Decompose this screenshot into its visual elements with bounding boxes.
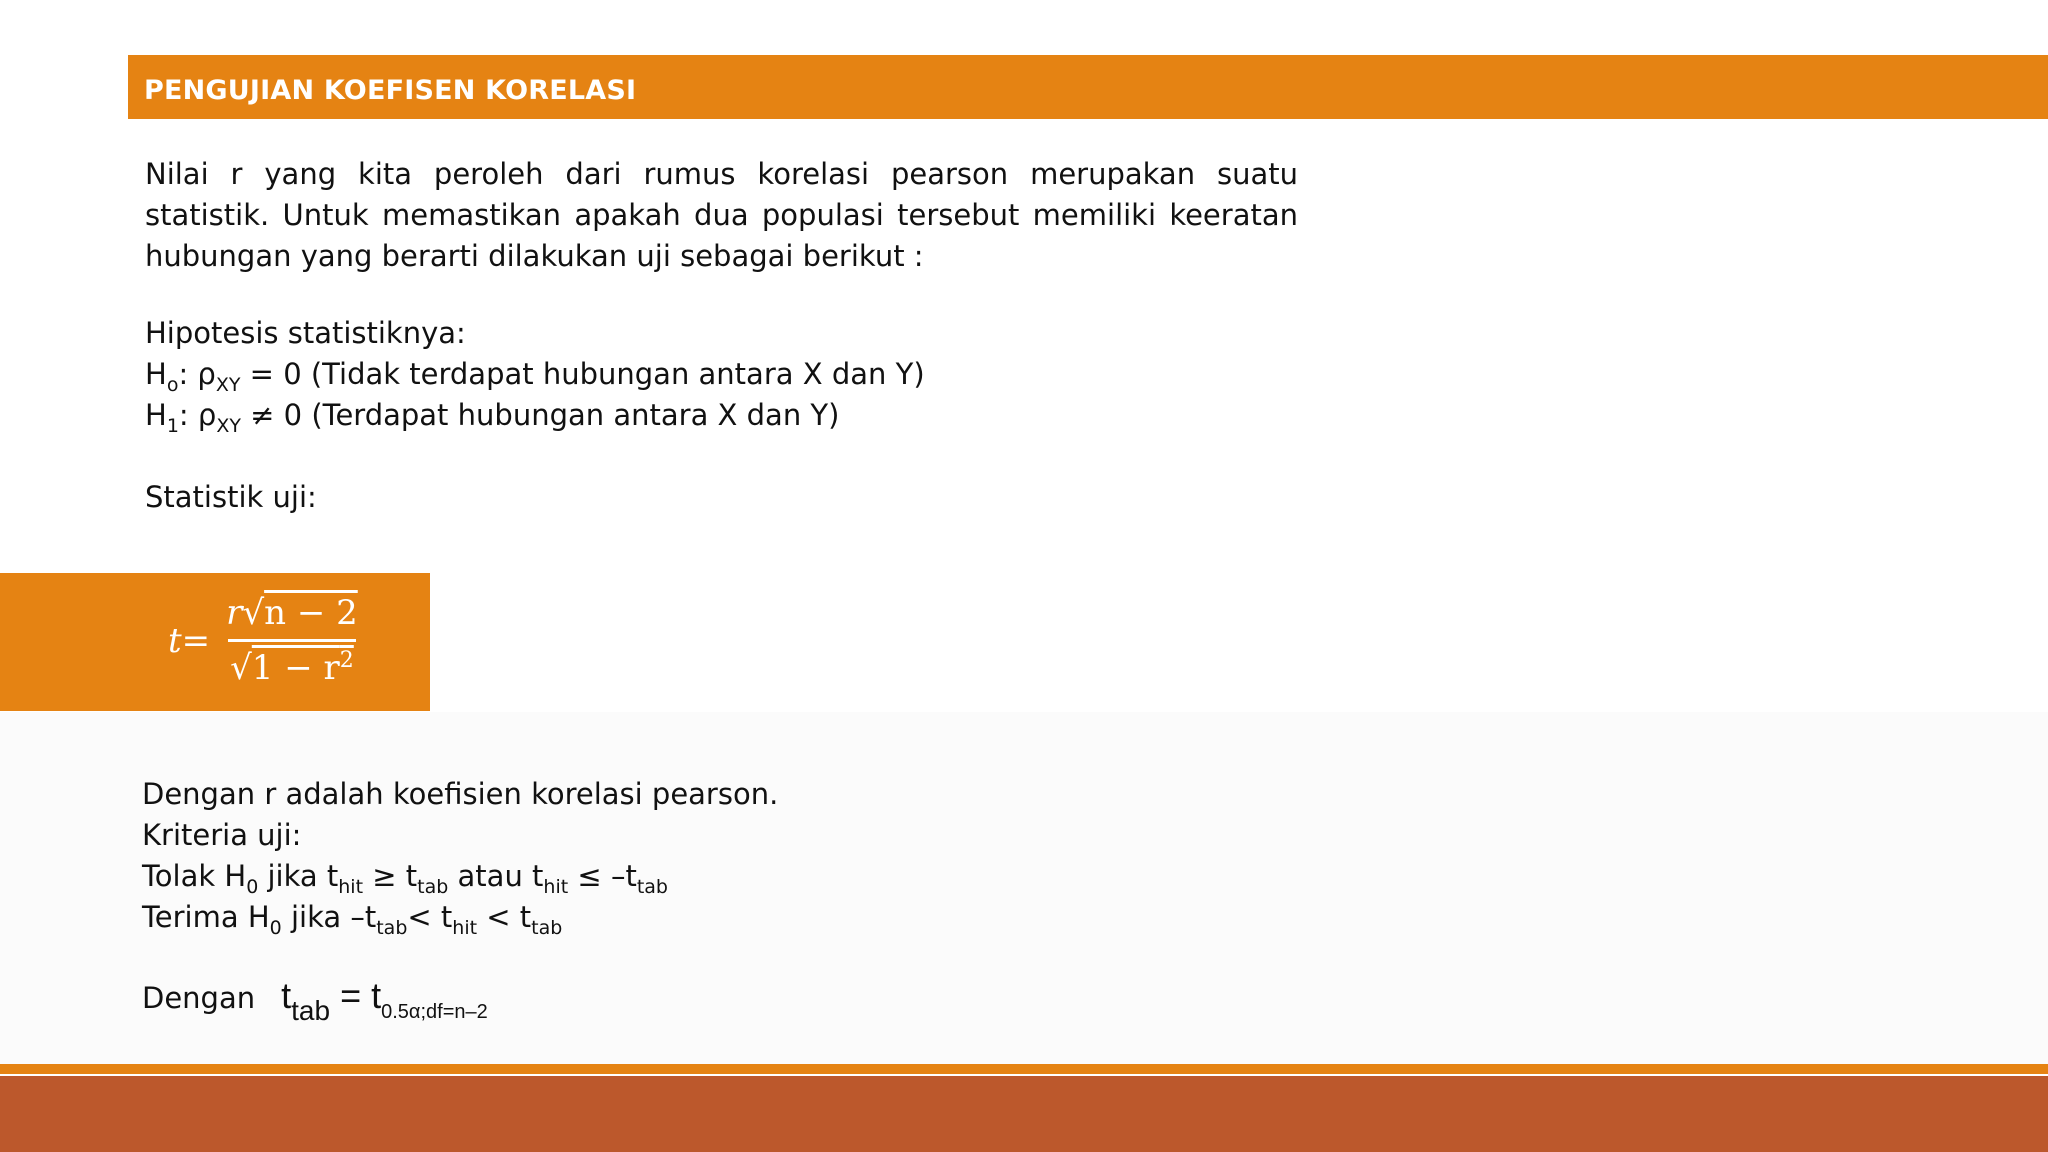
- hypothesis-h1: $H_1$: $\rho_{XY} \ne 0$ (Terdapat hubungan antara X dan Y): [145, 398, 840, 437]
- criteria-reject: Tolak $H_0$ jika $t_{hit} \ge t_{tab}$ atau $t_{hit} \le -t_{tab}$: [142, 859, 668, 898]
- criteria-label: Kriteria uji:: [142, 818, 302, 852]
- formula-box: [0, 573, 430, 711]
- formula-numerator: r√n − 2: [226, 593, 358, 633]
- ttab-equation: Dengan $t_{tab} = t_{0.5\alpha;df=n-2}$: [142, 975, 488, 1026]
- r-note: Dengan r adalah koefisien korelasi pearson.: [142, 777, 779, 811]
- criteria-accept: Terima $H_0$ jika $-t_{tab}< t_{hit} < t_{tab}$: [142, 900, 563, 939]
- footer-band: [0, 1074, 2048, 1152]
- formula-denominator: $√1 - r^2$: [228, 639, 356, 688]
- hypothesis-heading: Hipotesis statistiknya:: [145, 316, 466, 350]
- t-statistic-formula: t = $\frac{r√n - 2}{√1 - r^2}$: [168, 593, 358, 688]
- test-statistic-label: Statistik uji:: [145, 480, 317, 514]
- title-bar: [128, 55, 2048, 119]
- footer-stripe: [0, 1064, 2048, 1074]
- slide-title: PENGUJIAN KOEFISEN KORELASI: [144, 75, 637, 106]
- formula-fraction: [224, 593, 360, 688]
- intro-paragraph: Nilai r yang kita peroleh dari rumus korelasi pearson merupakan suatu statistik. Untuk memastikan apakah dua populasi tersebut memiliki keeratan hubungan yang berarti dilakukan uji sebagai berikut :: [145, 157, 1298, 273]
- hypothesis-h0: $H_o$: $\rho_{XY} = 0$ (Tidak terdapat hubungan antara X dan Y): [145, 357, 925, 396]
